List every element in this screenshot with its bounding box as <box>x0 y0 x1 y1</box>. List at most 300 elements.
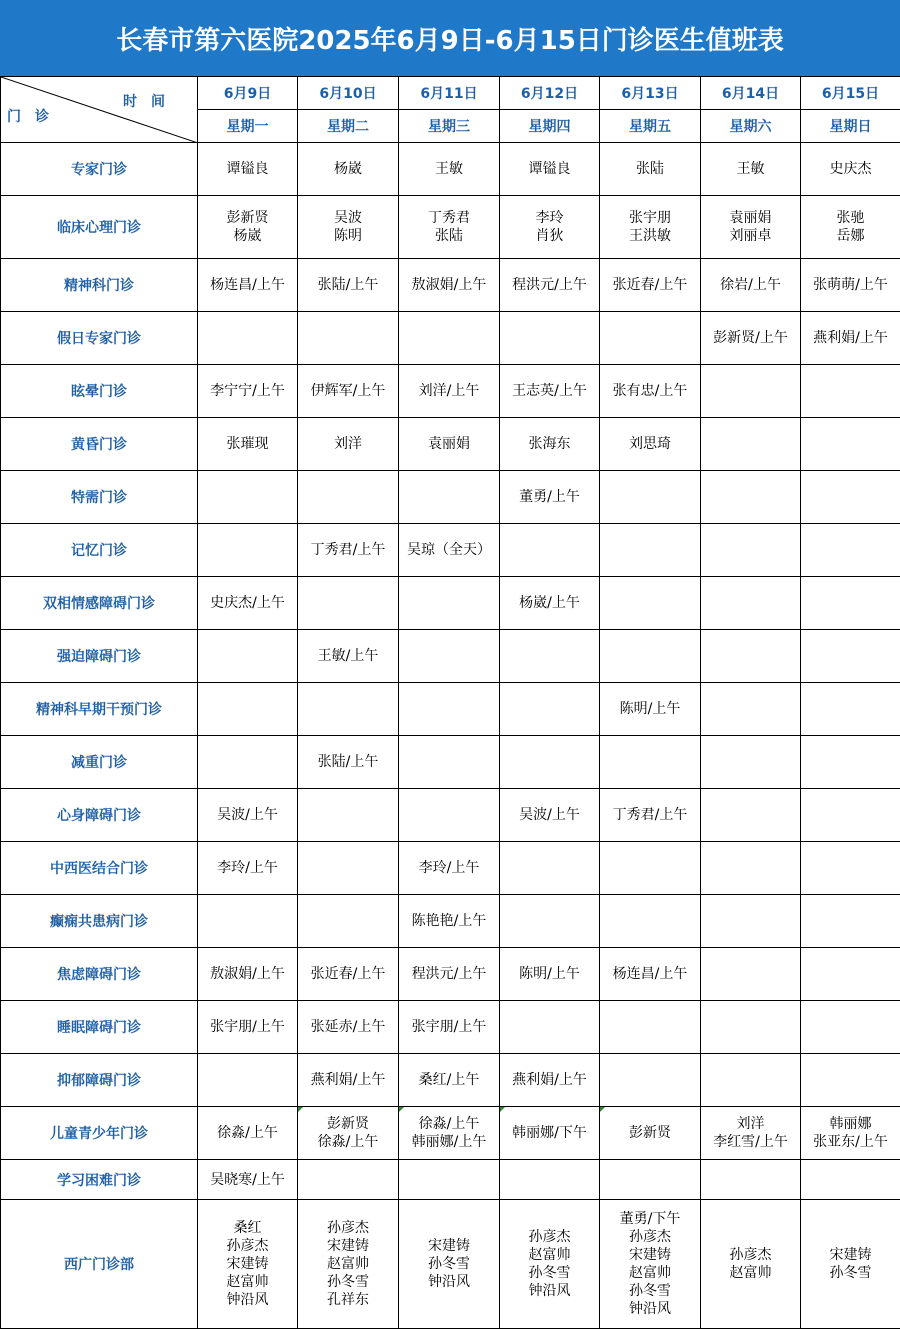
duty-cell <box>399 365 500 418</box>
weekday-header: 星期日 <box>801 110 900 143</box>
duty-cell <box>298 683 399 736</box>
duty-cell <box>500 418 600 471</box>
duty-cell <box>298 577 399 630</box>
duty-cell <box>701 789 801 842</box>
duty-cell <box>701 683 801 736</box>
duty-cell <box>801 789 900 842</box>
duty-cell <box>801 842 900 895</box>
doctor-entry: 桑红/上午 <box>399 1071 499 1089</box>
doctor-entry: 王敏/上午 <box>298 647 398 665</box>
duty-cell <box>198 471 298 524</box>
doctor-entry: 孙彦杰 <box>600 1228 700 1246</box>
duty-cell <box>701 196 801 259</box>
duty-cell <box>198 196 298 259</box>
duty-cell <box>500 196 600 259</box>
duty-cell <box>500 789 600 842</box>
duty-cell <box>701 577 801 630</box>
doctor-entry: 赵富帅 <box>701 1264 800 1282</box>
duty-cell <box>198 143 298 196</box>
date-header: 6月14日 <box>701 77 801 110</box>
duty-cell <box>500 1001 600 1054</box>
doctor-entry: 刘丽卓 <box>701 227 800 245</box>
duty-cell <box>801 259 900 312</box>
doctor-entry: 杨崴/上午 <box>500 594 599 612</box>
duty-cell <box>701 1107 801 1160</box>
doctor-entry: 徐淼/上午 <box>198 1124 297 1142</box>
doctor-entry: 岳娜 <box>801 227 900 245</box>
doctor-entry: 宋建铸 <box>600 1246 700 1264</box>
doctor-entry: 刘洋 <box>701 1115 800 1133</box>
duty-cell <box>399 259 500 312</box>
duty-cell <box>600 418 701 471</box>
doctor-entry: 孙冬雪 <box>600 1282 700 1300</box>
duty-cell <box>500 1107 600 1160</box>
duty-cell <box>801 418 900 471</box>
doctor-entry: 李玲/上午 <box>198 859 297 877</box>
duty-cell <box>801 895 900 948</box>
duty-cell <box>500 471 600 524</box>
duty-cell <box>198 1160 298 1200</box>
doctor-entry: 宋建铸 <box>399 1237 499 1255</box>
duty-cell <box>198 365 298 418</box>
doctor-entry: 王敏 <box>701 160 800 178</box>
doctor-entry: 陈明 <box>298 227 398 245</box>
duty-cell <box>399 577 500 630</box>
duty-cell <box>298 948 399 1001</box>
doctor-entry: 张海东 <box>500 435 599 453</box>
doctor-entry: 董勇/下午 <box>600 1210 700 1228</box>
duty-cell <box>801 577 900 630</box>
duty-cell <box>801 1200 900 1329</box>
doctor-entry: 李玲 <box>500 209 599 227</box>
date-header: 6月13日 <box>600 77 701 110</box>
doctor-entry: 袁丽娟 <box>399 435 499 453</box>
clinic-name: 抑郁障碍门诊 <box>1 1054 198 1107</box>
duty-cell <box>298 1001 399 1054</box>
duty-cell <box>500 312 600 365</box>
doctor-entry: 陈艳艳/上午 <box>399 912 499 930</box>
duty-cell <box>600 577 701 630</box>
duty-cell <box>600 683 701 736</box>
duty-cell <box>500 630 600 683</box>
doctor-entry: 陈明/上午 <box>600 700 700 718</box>
doctor-entry: 谭镒良 <box>198 160 297 178</box>
doctor-entry: 宋建铸 <box>801 1246 900 1264</box>
weekday-header: 星期一 <box>198 110 298 143</box>
duty-cell <box>298 196 399 259</box>
doctor-entry: 李玲/上午 <box>399 859 499 877</box>
duty-cell <box>399 1001 500 1054</box>
table-row <box>1 577 900 630</box>
doctor-entry: 彭新贤 <box>198 209 297 227</box>
doctor-entry: 燕利娟/上午 <box>298 1071 398 1089</box>
duty-cell <box>701 1160 801 1200</box>
duty-cell <box>801 196 900 259</box>
duty-cell <box>298 842 399 895</box>
doctor-entry: 张陆 <box>399 227 499 245</box>
duty-cell <box>600 789 701 842</box>
doctor-entry: 张璀现 <box>198 435 297 453</box>
duty-cell <box>399 1054 500 1107</box>
duty-cell <box>298 365 399 418</box>
clinic-name: 眩晕门诊 <box>1 365 198 418</box>
duty-cell <box>198 683 298 736</box>
doctor-entry: 丁秀君 <box>399 209 499 227</box>
doctor-entry: 孙冬雪 <box>801 1264 900 1282</box>
doctor-entry: 张陆/上午 <box>298 753 398 771</box>
table-row <box>1 789 900 842</box>
duty-cell <box>600 471 701 524</box>
duty-cell <box>701 948 801 1001</box>
duty-cell <box>701 736 801 789</box>
duty-cell <box>500 1200 600 1329</box>
duty-cell <box>198 842 298 895</box>
doctor-entry: 杨崴 <box>198 227 297 245</box>
doctor-entry: 吴波/上午 <box>198 806 297 824</box>
doctor-entry: 徐淼/上午 <box>298 1133 398 1151</box>
clinic-name: 儿童青少年门诊 <box>1 1107 198 1160</box>
duty-cell <box>701 143 801 196</box>
doctor-entry: 程洪元/上午 <box>399 965 499 983</box>
duty-cell <box>801 143 900 196</box>
doctor-entry: 孔祥东 <box>298 1291 398 1309</box>
duty-cell <box>298 789 399 842</box>
doctor-entry: 桑红 <box>198 1219 297 1237</box>
duty-cell <box>399 895 500 948</box>
duty-cell <box>399 842 500 895</box>
duty-cell <box>600 1160 701 1200</box>
table-row <box>1 842 900 895</box>
date-header: 6月11日 <box>399 77 500 110</box>
table-row <box>1 1200 900 1329</box>
doctor-entry: 肖狄 <box>500 227 599 245</box>
duty-cell <box>298 630 399 683</box>
doctor-entry: 张宇朋/上午 <box>399 1018 499 1036</box>
header-corner <box>1 77 198 143</box>
schedule-table <box>0 76 900 1329</box>
duty-cell <box>600 259 701 312</box>
duty-cell <box>399 789 500 842</box>
table-row <box>1 1054 900 1107</box>
table-row <box>1 524 900 577</box>
duty-cell <box>198 1200 298 1329</box>
duty-cell <box>399 418 500 471</box>
duty-cell <box>198 312 298 365</box>
duty-cell <box>801 1001 900 1054</box>
clinic-name: 双相情感障碍门诊 <box>1 577 198 630</box>
duty-cell <box>399 683 500 736</box>
duty-cell <box>801 524 900 577</box>
table-row <box>1 471 900 524</box>
duty-cell <box>500 365 600 418</box>
doctor-entry: 钟沿风 <box>600 1300 700 1318</box>
doctor-entry: 孙冬雪 <box>298 1273 398 1291</box>
doctor-entry: 李红雪/上午 <box>701 1133 800 1151</box>
duty-cell <box>500 948 600 1001</box>
duty-cell <box>600 630 701 683</box>
duty-cell <box>500 842 600 895</box>
duty-cell <box>600 1001 701 1054</box>
duty-cell <box>701 1054 801 1107</box>
weekday-header: 星期六 <box>701 110 801 143</box>
duty-cell <box>701 1200 801 1329</box>
duty-cell <box>298 418 399 471</box>
table-row <box>1 895 900 948</box>
weekday-header: 星期二 <box>298 110 399 143</box>
duty-cell <box>600 736 701 789</box>
duty-cell <box>198 895 298 948</box>
duty-cell <box>198 630 298 683</box>
clinic-name: 临床心理门诊 <box>1 196 198 259</box>
duty-cell <box>198 577 298 630</box>
duty-cell <box>399 1160 500 1200</box>
duty-cell <box>298 259 399 312</box>
duty-cell <box>198 524 298 577</box>
doctor-entry: 燕利娟/上午 <box>500 1071 599 1089</box>
clinic-name: 学习困难门诊 <box>1 1160 198 1200</box>
duty-cell <box>701 312 801 365</box>
duty-cell <box>701 259 801 312</box>
doctor-entry: 燕利娟/上午 <box>801 329 900 347</box>
clinic-name: 精神科门诊 <box>1 259 198 312</box>
doctor-entry: 钟沿风 <box>198 1291 297 1309</box>
page-title: 长春市第六医院2025年6月9日-6月15日门诊医生值班表 <box>0 0 900 76</box>
duty-cell <box>701 471 801 524</box>
duty-cell <box>701 630 801 683</box>
duty-cell <box>600 1200 701 1329</box>
doctor-entry: 敖淑娟/上午 <box>399 276 499 294</box>
doctor-entry: 敖淑娟/上午 <box>198 965 297 983</box>
doctor-entry: 彭新贤 <box>600 1124 700 1142</box>
clinic-name: 焦虑障碍门诊 <box>1 948 198 1001</box>
doctor-entry: 杨连昌/上午 <box>600 965 700 983</box>
table-row <box>1 630 900 683</box>
table-row <box>1 365 900 418</box>
duty-cell <box>701 895 801 948</box>
duty-cell <box>801 630 900 683</box>
doctor-entry: 张萌萌/上午 <box>801 276 900 294</box>
duty-cell <box>399 196 500 259</box>
duty-cell <box>198 736 298 789</box>
doctor-entry: 彭新贤/上午 <box>701 329 800 347</box>
doctor-entry: 丁秀君/上午 <box>298 541 398 559</box>
duty-cell <box>701 1001 801 1054</box>
doctor-entry: 袁丽娟 <box>701 209 800 227</box>
date-header: 6月12日 <box>500 77 600 110</box>
duty-cell <box>198 789 298 842</box>
duty-cell <box>600 524 701 577</box>
doctor-entry: 徐淼/上午 <box>399 1115 499 1133</box>
table-row <box>1 683 900 736</box>
doctor-entry: 韩丽娜 <box>801 1115 900 1133</box>
weekday-header: 星期四 <box>500 110 600 143</box>
date-header: 6月9日 <box>198 77 298 110</box>
duty-cell <box>198 1107 298 1160</box>
clinic-name: 减重门诊 <box>1 736 198 789</box>
clinic-name: 睡眠障碍门诊 <box>1 1001 198 1054</box>
clinic-name: 专家门诊 <box>1 143 198 196</box>
duty-cell <box>500 1054 600 1107</box>
doctor-entry: 丁秀君/上午 <box>600 806 700 824</box>
duty-cell <box>801 365 900 418</box>
duty-cell <box>600 143 701 196</box>
duty-cell <box>399 1107 500 1160</box>
weekday-header: 星期五 <box>600 110 701 143</box>
duty-cell <box>600 196 701 259</box>
duty-cell <box>198 418 298 471</box>
doctor-entry: 孙彦杰 <box>701 1246 800 1264</box>
doctor-entry: 张近春/上午 <box>600 276 700 294</box>
doctor-entry: 赵富帅 <box>198 1273 297 1291</box>
duty-cell <box>801 948 900 1001</box>
duty-cell <box>198 1054 298 1107</box>
duty-cell <box>801 683 900 736</box>
duty-cell <box>298 471 399 524</box>
duty-cell <box>500 143 600 196</box>
doctor-entry: 孙冬雪 <box>399 1255 499 1273</box>
doctor-entry: 伊辉军/上午 <box>298 382 398 400</box>
table-row <box>1 418 900 471</box>
weekday-header: 星期三 <box>399 110 500 143</box>
doctor-entry: 刘思琦 <box>600 435 700 453</box>
duty-cell <box>298 1107 399 1160</box>
doctor-entry: 史庆杰 <box>801 160 900 178</box>
duty-cell <box>500 1160 600 1200</box>
duty-cell <box>600 312 701 365</box>
clinic-name: 精神科早期干预门诊 <box>1 683 198 736</box>
duty-cell <box>801 736 900 789</box>
duty-cell <box>701 418 801 471</box>
duty-cell <box>600 365 701 418</box>
duty-cell <box>500 895 600 948</box>
duty-cell <box>600 842 701 895</box>
duty-cell <box>500 524 600 577</box>
duty-cell <box>399 736 500 789</box>
duty-cell <box>600 895 701 948</box>
duty-cell <box>298 524 399 577</box>
table-row <box>1 1001 900 1054</box>
doctor-entry: 吴波 <box>298 209 398 227</box>
doctor-entry: 彭新贤 <box>298 1115 398 1133</box>
duty-cell <box>701 365 801 418</box>
clinic-label: 门诊 <box>7 106 63 126</box>
duty-cell <box>801 1160 900 1200</box>
duty-cell <box>298 895 399 948</box>
doctor-entry: 张亚东/上午 <box>801 1133 900 1151</box>
duty-cell <box>399 630 500 683</box>
doctor-entry: 李宁宁/上午 <box>198 382 297 400</box>
doctor-entry: 谭镒良 <box>500 160 599 178</box>
doctor-entry: 孙彦杰 <box>500 1228 599 1246</box>
table-row <box>1 1160 900 1200</box>
table-row <box>1 143 900 196</box>
doctor-entry: 赵富帅 <box>600 1264 700 1282</box>
doctor-entry: 孙彦杰 <box>298 1219 398 1237</box>
clinic-name: 心身障碍门诊 <box>1 789 198 842</box>
doctor-entry: 王洪敏 <box>600 227 700 245</box>
doctor-entry: 董勇/上午 <box>500 488 599 506</box>
duty-cell <box>399 524 500 577</box>
clinic-name: 中西医结合门诊 <box>1 842 198 895</box>
doctor-entry: 张宇朋 <box>600 209 700 227</box>
duty-cell <box>399 948 500 1001</box>
doctor-entry: 宋建铸 <box>198 1255 297 1273</box>
table-row <box>1 196 900 259</box>
duty-cell <box>399 312 500 365</box>
clinic-name: 假日专家门诊 <box>1 312 198 365</box>
doctor-entry: 刘洋/上午 <box>399 382 499 400</box>
duty-cell <box>801 1107 900 1160</box>
doctor-entry: 吴晓寒/上午 <box>198 1171 297 1189</box>
table-row <box>1 312 900 365</box>
doctor-entry: 吴琼（全天） <box>399 541 499 559</box>
doctor-entry: 张陆 <box>600 160 700 178</box>
doctor-entry: 韩丽娜/下午 <box>500 1124 599 1142</box>
duty-cell <box>198 1001 298 1054</box>
duty-cell <box>600 1054 701 1107</box>
duty-cell <box>298 312 399 365</box>
duty-cell <box>701 524 801 577</box>
duty-cell <box>298 143 399 196</box>
doctor-entry: 赵富帅 <box>500 1246 599 1264</box>
schedule-body <box>1 77 900 1329</box>
clinic-name: 癫痫共患病门诊 <box>1 895 198 948</box>
date-header: 6月10日 <box>298 77 399 110</box>
doctor-entry: 杨连昌/上午 <box>198 276 297 294</box>
doctor-entry: 张驰 <box>801 209 900 227</box>
duty-cell <box>500 736 600 789</box>
doctor-entry: 宋建铸 <box>298 1237 398 1255</box>
doctor-entry: 刘洋 <box>298 435 398 453</box>
doctor-entry: 韩丽娜/上午 <box>399 1133 499 1151</box>
duty-cell <box>600 948 701 1001</box>
doctor-entry: 史庆杰/上午 <box>198 594 297 612</box>
duty-cell <box>600 1107 701 1160</box>
duty-cell <box>701 842 801 895</box>
doctor-entry: 张近春/上午 <box>298 965 398 983</box>
duty-cell <box>399 1200 500 1329</box>
clinic-name: 特需门诊 <box>1 471 198 524</box>
clinic-name: 黄昏门诊 <box>1 418 198 471</box>
doctor-entry: 张宇朋/上午 <box>198 1018 297 1036</box>
doctor-entry: 王志英/上午 <box>500 382 599 400</box>
doctor-entry: 孙冬雪 <box>500 1264 599 1282</box>
duty-cell <box>801 312 900 365</box>
duty-cell <box>500 577 600 630</box>
doctor-entry: 王敏 <box>399 160 499 178</box>
doctor-entry: 张有忠/上午 <box>600 382 700 400</box>
duty-cell <box>298 1054 399 1107</box>
duty-cell <box>500 683 600 736</box>
duty-cell <box>500 259 600 312</box>
date-header: 6月15日 <box>801 77 900 110</box>
doctor-entry: 吴波/上午 <box>500 806 599 824</box>
doctor-entry: 程洪元/上午 <box>500 276 599 294</box>
duty-cell <box>298 1200 399 1329</box>
duty-cell <box>198 259 298 312</box>
doctor-entry: 钟沿风 <box>500 1282 599 1300</box>
doctor-entry: 张陆/上午 <box>298 276 398 294</box>
duty-cell <box>801 1054 900 1107</box>
duty-cell <box>198 948 298 1001</box>
doctor-entry: 徐岩/上午 <box>701 276 800 294</box>
doctor-entry: 孙彦杰 <box>198 1237 297 1255</box>
table-row <box>1 736 900 789</box>
table-row <box>1 1107 900 1160</box>
duty-cell <box>801 471 900 524</box>
duty-cell <box>298 736 399 789</box>
doctor-entry: 赵富帅 <box>298 1255 398 1273</box>
